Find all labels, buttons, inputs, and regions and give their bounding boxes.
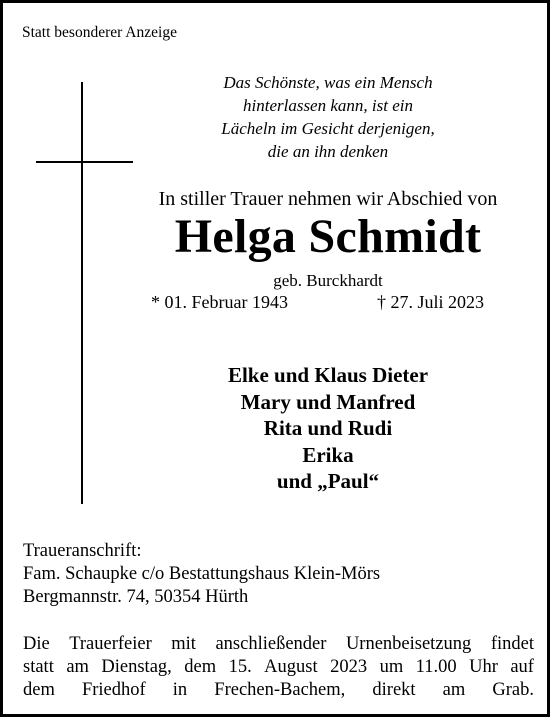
memorial-quote xyxy=(153,71,503,163)
service-word: Urnenbeisetzung xyxy=(345,634,472,654)
cross-horizontal-beam xyxy=(36,161,133,163)
quote-line: hinterlassen kann, ist ein xyxy=(243,96,413,115)
mourner-line: Erika xyxy=(302,442,354,467)
address-line: Bergmannstr. 74, 50354 Hürth xyxy=(23,587,249,607)
quote-line: Das Schönste, was ein Mensch xyxy=(223,73,433,92)
service-word: Dienstag, xyxy=(101,657,172,677)
mourner-line: Mary und Manfred xyxy=(240,389,416,414)
address-label: Traueranschrift: xyxy=(23,541,142,561)
service-word: findet xyxy=(490,634,534,654)
service-word: Uhr xyxy=(469,657,498,677)
service-word: statt xyxy=(23,657,54,677)
farewell-intro: In stiller Trauer nehmen wir Abschied von xyxy=(158,188,498,210)
death-date: † 27. Juli 2023 xyxy=(377,292,485,312)
service-line xyxy=(23,656,534,679)
mourner-line: und „Paul“ xyxy=(276,469,380,493)
service-word: dem xyxy=(184,657,217,677)
service-word: 15. xyxy=(228,657,252,677)
cross-vertical-beam xyxy=(81,82,83,504)
deceased-name: Helga Schmidt xyxy=(174,210,482,263)
service-word: in xyxy=(172,680,188,700)
service-word: direkt xyxy=(372,680,416,700)
service-line xyxy=(23,679,534,702)
service-word: 2023 xyxy=(330,657,368,677)
quote-line: Lächeln im Gesicht derjenigen, xyxy=(221,119,435,138)
service-word: um xyxy=(379,657,404,677)
service-word: dem xyxy=(23,680,55,700)
quote-line: die an ihn denken xyxy=(267,142,389,161)
service-word: auf xyxy=(510,657,534,677)
service-word: Die xyxy=(23,634,50,654)
mourner-line: Rita und Rudi xyxy=(263,416,393,440)
birth-date: * 01. Februar 1943 xyxy=(151,292,288,312)
notice-header: Statt besonderer Anzeige xyxy=(22,24,177,41)
service-word: Grab. xyxy=(492,680,534,700)
mourner-line: Elke und Klaus Dieter xyxy=(227,363,429,387)
funeral-service-info xyxy=(23,633,534,702)
service-word: Frechen-Bachem, xyxy=(214,680,346,700)
service-word: am xyxy=(66,657,89,677)
service-word: August xyxy=(264,657,318,677)
service-word: Trauerfeier xyxy=(69,634,152,654)
service-word: am xyxy=(442,680,466,700)
service-word: mit xyxy=(171,634,196,654)
service-word: Friedhof xyxy=(81,680,146,700)
service-line xyxy=(23,633,534,656)
service-word: 11.00 xyxy=(415,657,457,677)
address-line: Fam. Schaupke c/o Bestattungshaus Klein-Mörs xyxy=(23,564,381,584)
service-word: anschließender xyxy=(215,634,327,654)
mourners-list xyxy=(113,362,543,495)
mourning-address xyxy=(23,540,380,609)
maiden-name: geb. Burckhardt xyxy=(273,271,383,290)
